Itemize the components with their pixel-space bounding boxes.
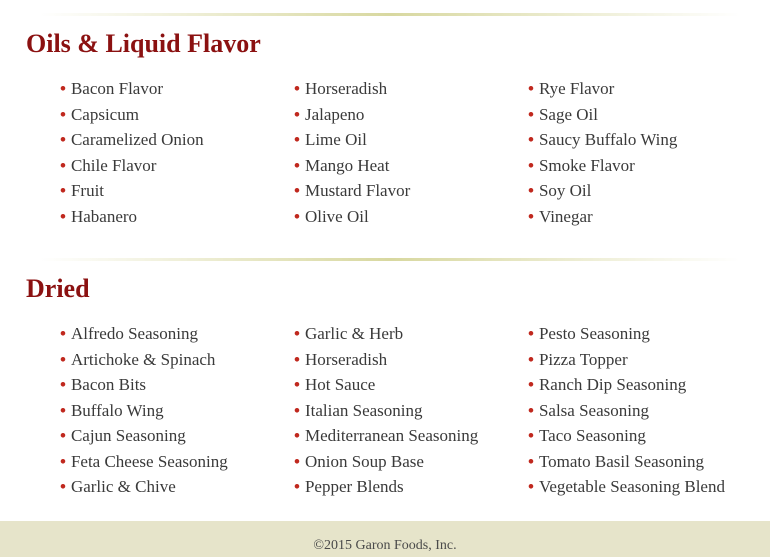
list-item: [294, 178, 410, 204]
list-item: [528, 372, 725, 398]
bullet-icon: •: [60, 79, 66, 98]
bullet-icon: •: [528, 349, 534, 369]
list-item: [60, 347, 228, 373]
bullet-icon: •: [294, 375, 300, 394]
list-item: [60, 102, 204, 128]
bullet-icon: •: [60, 451, 66, 471]
divider-middle: [40, 258, 740, 261]
bullet-icon: •: [294, 324, 300, 343]
list-item: [294, 398, 478, 424]
list-item: [528, 398, 725, 424]
section-title-oils: Oils & Liquid Flavor: [26, 29, 261, 58]
bullet-icon: •: [294, 349, 300, 369]
bullet-icon: •: [528, 104, 534, 124]
list-item-label: Rye Flavor: [538, 79, 615, 98]
list-item: [528, 423, 725, 449]
list-item: [60, 321, 228, 347]
list-item: [294, 474, 478, 500]
list-item: [294, 347, 478, 373]
list-item: [60, 449, 228, 475]
list-item-label: Lime Oil: [304, 130, 367, 149]
list-item: [294, 449, 478, 475]
list-item: [294, 423, 478, 449]
bullet-icon: •: [294, 400, 300, 420]
bullet-icon: •: [294, 206, 300, 226]
list-item-label: Pesto Seasoning: [538, 324, 650, 343]
list-item-label: Tomato Basil Seasoning: [538, 451, 704, 471]
list-item: [528, 449, 725, 475]
list-item-label: Cajun Seasoning: [70, 426, 186, 445]
list-item-label: Italian Seasoning: [304, 400, 423, 420]
bullet-icon: •: [60, 206, 66, 226]
dried-column-2: [294, 321, 478, 500]
list-item: [294, 76, 410, 102]
list-item-label: Taco Seasoning: [538, 426, 646, 445]
bullet-icon: •: [294, 130, 300, 149]
bullet-icon: •: [60, 349, 66, 369]
list-item-label: Fruit: [70, 181, 105, 200]
list-item: [528, 347, 725, 373]
list-item-label: Soy Oil: [538, 181, 592, 200]
list-item-label: Caramelized Onion: [70, 130, 204, 149]
list-item: [528, 204, 677, 230]
bullet-icon: •: [60, 130, 66, 149]
list-item: [60, 474, 228, 500]
list-item-label: Habanero: [70, 206, 138, 226]
list-item: [60, 153, 204, 179]
bullet-icon: •: [60, 324, 66, 343]
list-item-label: Bacon Flavor: [70, 79, 164, 98]
oils-column-1: [60, 76, 204, 229]
list-item-label: Capsicum: [70, 104, 139, 124]
bullet-icon: •: [528, 477, 534, 496]
list-item-label: Onion Soup Base: [304, 451, 424, 471]
bullet-icon: •: [528, 426, 534, 445]
list-item-label: Vegetable Seasoning Blend: [538, 477, 725, 496]
list-item: [294, 127, 410, 153]
dried-column-1: [60, 321, 228, 500]
list-item-label: Saucy Buffalo Wing: [538, 130, 678, 149]
list-item-label: Mediterranean Seasoning: [304, 426, 479, 445]
bullet-icon: •: [528, 324, 534, 343]
list-item: [60, 127, 204, 153]
divider-top: [40, 13, 740, 16]
section-title-dried: Dried: [26, 274, 90, 303]
list-item-label: Sage Oil: [538, 104, 598, 124]
list-item: [60, 178, 204, 204]
list-item-label: Pizza Topper: [538, 349, 628, 369]
list-item: [528, 153, 677, 179]
list-item-label: Garlic & Chive: [70, 477, 176, 496]
list-item: [60, 76, 204, 102]
list-item-label: Horseradish: [304, 349, 388, 369]
bullet-icon: •: [528, 400, 534, 420]
list-item-label: Horseradish: [304, 79, 388, 98]
bullet-icon: •: [60, 400, 66, 420]
list-item-label: Hot Sauce: [304, 375, 376, 394]
bullet-icon: •: [60, 104, 66, 124]
bullet-icon: •: [60, 181, 66, 200]
list-item-label: Pepper Blends: [304, 477, 404, 496]
bullet-icon: •: [60, 426, 66, 445]
bullet-icon: •: [528, 206, 534, 226]
list-item-label: Garlic & Herb: [304, 324, 404, 343]
list-item-label: Mango Heat: [304, 155, 390, 175]
bullet-icon: •: [294, 104, 300, 124]
list-item: [528, 321, 725, 347]
copyright-text: ©2015 Garon Foods, Inc.: [313, 538, 457, 553]
bullet-icon: •: [294, 155, 300, 175]
bullet-icon: •: [60, 375, 66, 394]
list-item-label: Mustard Flavor: [304, 181, 411, 200]
list-item: [60, 204, 204, 230]
footer: [0, 521, 770, 557]
bullet-icon: •: [528, 79, 534, 98]
list-item: [294, 153, 410, 179]
oils-column-2: [294, 76, 410, 229]
list-item-label: Artichoke & Spinach: [70, 349, 216, 369]
list-item-label: Vinegar: [538, 206, 593, 226]
list-item: [294, 204, 410, 230]
bullet-icon: •: [528, 155, 534, 175]
dried-column-3: [528, 321, 725, 500]
bullet-icon: •: [528, 451, 534, 471]
list-item-label: Smoke Flavor: [538, 155, 635, 175]
list-item: [528, 76, 677, 102]
bullet-icon: •: [294, 79, 300, 98]
list-item: [60, 398, 228, 424]
bullet-icon: •: [528, 130, 534, 149]
bullet-icon: •: [528, 375, 534, 394]
list-item: [60, 423, 228, 449]
list-item: [294, 372, 478, 398]
list-item: [60, 372, 228, 398]
list-item: [294, 102, 410, 128]
bullet-icon: •: [60, 155, 66, 175]
list-item: [528, 178, 677, 204]
bullet-icon: •: [60, 477, 66, 496]
list-item-label: Ranch Dip Seasoning: [538, 375, 687, 394]
list-item-label: Alfredo Seasoning: [70, 324, 198, 343]
list-item-label: Olive Oil: [304, 206, 369, 226]
bullet-icon: •: [294, 426, 300, 445]
list-item-label: Feta Cheese Seasoning: [70, 451, 228, 471]
bullet-icon: •: [528, 181, 534, 200]
list-item-label: Buffalo Wing: [70, 400, 164, 420]
list-item-label: Jalapeno: [304, 104, 365, 124]
list-item-label: Chile Flavor: [70, 155, 157, 175]
oils-column-3: [528, 76, 677, 229]
list-item: [528, 102, 677, 128]
list-item: [294, 321, 478, 347]
list-item-label: Bacon Bits: [70, 375, 147, 394]
list-item: [528, 127, 677, 153]
bullet-icon: •: [294, 477, 300, 496]
list-item-label: Salsa Seasoning: [538, 400, 649, 420]
bullet-icon: •: [294, 451, 300, 471]
bullet-icon: •: [294, 181, 300, 200]
list-item: [528, 474, 725, 500]
